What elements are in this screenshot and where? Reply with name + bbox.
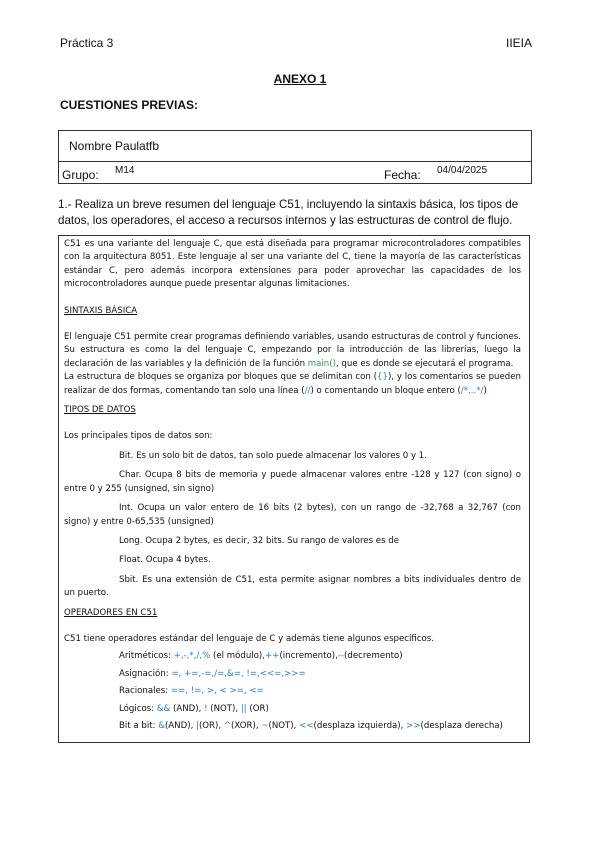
- operators-assignment: [64, 668, 521, 681]
- syntax-line-comment-code: //: [304, 385, 311, 396]
- rac-label: Racionales:: [119, 686, 171, 697]
- name-line: Nombre Paulatfb: [69, 139, 160, 153]
- log-or-text: (OR): [246, 703, 269, 714]
- answer-box: [58, 235, 530, 743]
- log-and: &&: [156, 703, 171, 714]
- syntax-paragraph-2: [64, 371, 521, 398]
- syntax-p2-c: ) o comentando un bloque entero (: [310, 385, 461, 396]
- syntax-main-code: main(): [307, 358, 336, 369]
- syntax-p2-b: ), y los comentarios se pueden realizar de dos formas, comentando tan solo una línea (: [64, 372, 521, 396]
- operators-logical: [64, 703, 521, 716]
- bit-xor: ^: [223, 720, 232, 731]
- arith-dec: --: [337, 651, 345, 662]
- answer-intro: C51 es una variante del lenguaje C, que está diseñada para programar microcontroladores compatibles con la arquitectura 8051. Este lenguaje al ser una variante del C, tiene la mayoría de las características estándar C, pero además incorpora extensiones para poder aprovechar las capacidades de los microcontroladores aunque puede presentar algunas limitaciones.: [64, 239, 521, 290]
- bit-label: Bit a bit:: [119, 720, 159, 731]
- operators-arithmetic: [64, 650, 521, 663]
- student-info-box: [58, 130, 532, 184]
- bit-xor-text: (XOR),: [231, 720, 262, 731]
- type-char: Char. Ocupa 8 bits de memoria y puede almacenar valores entre -128 y 127 (con signo) o entre 0 y 255 (unsigned, sin signo): [64, 470, 521, 494]
- log-or: ||: [240, 703, 247, 714]
- log-label: Lógicos:: [119, 703, 157, 714]
- types-lead: Los principales tipos de datos son:: [64, 431, 213, 442]
- bit-and-text: (AND),: [164, 720, 197, 731]
- asig-ops: =, +=,-=,/=,&=, !=,<<=,>>=: [171, 668, 306, 679]
- syntax-block-comment-code: /*...*/: [460, 385, 484, 396]
- arith-label: Aritméticos:: [119, 651, 174, 662]
- bit-shl-text: (desplaza izquierda),: [313, 720, 407, 731]
- operators-lead: C51 tiene operadores estándar del lenguaje de C y además tiene algunos específicos.: [64, 633, 435, 644]
- bit-not-text: (NOT),: [268, 720, 300, 731]
- header-right: IIEIA: [505, 36, 532, 50]
- type-float: Float. Ocupa 4 bytes.: [119, 555, 211, 566]
- bit-and: &: [158, 720, 165, 731]
- syntax-braces-code: {}: [377, 372, 388, 383]
- arith-dec-text: (decremento): [344, 651, 403, 662]
- bit-shl: <<: [299, 720, 314, 731]
- arith-ops: +,-,*,/,%: [173, 651, 211, 662]
- box-divider: [59, 161, 531, 162]
- bit-or: |: [196, 720, 199, 731]
- rac-ops: ==, !=, >, < >=, <=: [170, 686, 264, 697]
- type-int: Int. Ocupa un valor entero de 16 bits (2 bytes), con un rango de -32,768 a 32,767 (con signo) y entre 0-65,535 (unsigned): [64, 503, 521, 527]
- bit-not: ~: [261, 720, 269, 731]
- log-and-text: (AND),: [170, 703, 205, 714]
- grupo-label: Grupo:: [62, 168, 99, 182]
- bit-shr: >>: [406, 720, 421, 731]
- asig-label: Asignación:: [119, 668, 172, 679]
- question-text: 1.- Realiza un breve resumen del lenguaje C51, incluyendo la sintaxis básica, los tipos de datos, los operadores, el acceso a recursos internos y las estructuras de control de flujo.: [58, 198, 519, 227]
- syntax-paragraph-1: [64, 331, 521, 371]
- annex-title: ANEXO 1: [273, 72, 327, 86]
- bit-or-text: (OR),: [198, 720, 224, 731]
- log-not: !: [204, 703, 208, 714]
- operators-bitwise: [64, 720, 521, 733]
- log-not-text: (NOT),: [207, 703, 241, 714]
- fecha-value: 04/04/2025: [437, 165, 488, 176]
- type-sbit: Sbit. Es una extensión de C51, esta permite asignar nombres a bits individuales dentro de un puerto.: [64, 574, 521, 599]
- syntax-p1-b: , que es donde se ejecutará el programa.: [335, 358, 514, 369]
- section-title: CUESTIONES PREVIAS:: [60, 98, 199, 112]
- operators-relational: [64, 685, 521, 698]
- header-left: Práctica 3: [60, 36, 114, 50]
- arith-inc: ++: [265, 651, 280, 662]
- syntax-p1-a: El lenguaje C51 permite crear programas definiendo variables, usando estructuras de control y funciones. Su estructura es como la del lenguaje C, empezando por la introducción de las librerías, luego la declaración de las variables y la definición de la función: [64, 332, 521, 369]
- type-long: Long. Ocupa 2 bytes, es decir, 32 bits. Su rango de valores es de: [119, 535, 400, 546]
- syntax-section-title: SINTAXIS BÁSICA: [64, 305, 138, 316]
- syntax-p2-a: La estructura de bloques se organiza por bloques que se delimitan con (: [64, 372, 377, 383]
- arith-inc-text: (incremento),: [279, 651, 338, 662]
- fecha-label: Fecha:: [384, 168, 421, 182]
- types-section-title: TIPOS DE DATOS: [64, 405, 136, 416]
- grupo-value: M14: [115, 165, 135, 176]
- bit-shr-text: (desplaza derecha): [420, 720, 503, 731]
- type-bit: Bit. Es un solo bit de datos, tan solo puede almacenar los valores 0 y 1.: [119, 450, 427, 461]
- arith-mod: (el módulo),: [210, 651, 266, 662]
- syntax-p2-d: ): [483, 385, 487, 396]
- operators-section-title: OPERADORES EN C51: [64, 607, 158, 618]
